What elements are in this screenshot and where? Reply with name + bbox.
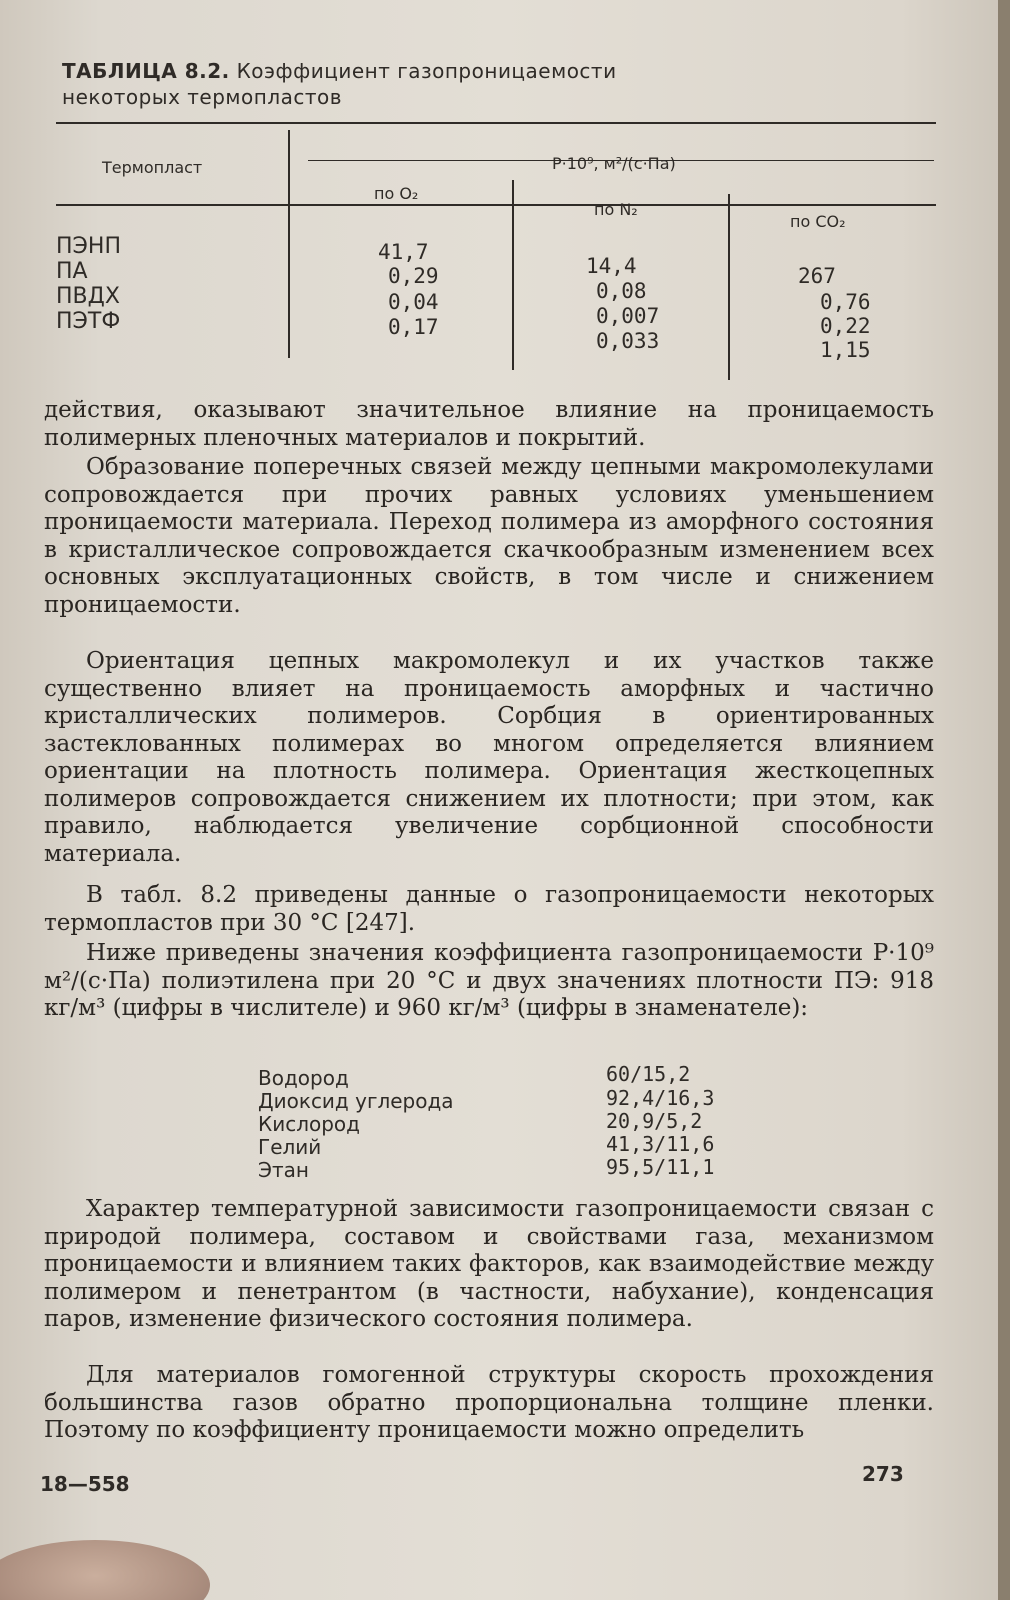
gas-value-oxygen: 20,9/5,2: [606, 1109, 703, 1133]
paragraph-2: Образование поперечных связей между цепными макромолекулами сопровождается при прочих равных условиях уменьшением проницаемости материала. Переход полимера из аморфного состояния в кристаллическое сопровождается скачкообразным изменением всех основных эксплуатационных свойств, в том числе и снижением проницаемости.: [44, 454, 934, 618]
gas-name-co2: Диоксид углерода: [258, 1089, 454, 1113]
cell-o2-pehp: 41,7: [378, 240, 429, 264]
header-o2: по O₂: [374, 184, 419, 203]
printer-signature: 18—558: [40, 1472, 130, 1496]
cell-n2-pa: 0,08: [596, 279, 647, 303]
page-number: 273: [862, 1462, 904, 1486]
row-name-pehp: ПЭНП: [56, 234, 121, 259]
gas-value-co2: 92,4/16,3: [606, 1086, 715, 1110]
table-caption-title: ТАБЛИЦА 8.2.: [62, 59, 230, 83]
table-col-divider-1: [288, 130, 290, 358]
page-edge: [998, 0, 1010, 1600]
row-name-petf: ПЭТФ: [56, 309, 121, 334]
gas-name-ethane: Этан: [258, 1158, 309, 1182]
finger-shadow: [0, 1540, 210, 1600]
cell-co2-pa: 0,76: [820, 290, 871, 314]
table-col-divider-2: [512, 180, 514, 370]
gas-name-oxygen: Кислород: [258, 1112, 360, 1136]
gas-value-ethane: 95,5/11,1: [606, 1155, 715, 1179]
paragraph-1: действия, оказывают значительное влияние на проницаемость полимерных пленочных материалов и покрытий.: [44, 397, 934, 451]
paragraph-3: Ориентация цепных макромолекул и их участков также существенно влияет на проницаемость аморфных и частично кристаллических полимеров. Сорбция в ориентированных застеклованных полимерах во многом определяется влиянием ориентации на плотность полимера. Ориентация жесткоцепных полимеров сопровождается снижением их плотности; при этом, как правило, наблюдается увеличение сорбционной способности материала.: [44, 648, 934, 867]
cell-n2-petf: 0,033: [596, 329, 660, 353]
table-caption-text: Коэффициент газопроницаемости некоторых термопластов: [62, 59, 617, 109]
gas-name-helium: Гелий: [258, 1135, 322, 1159]
cell-co2-petf: 1,15: [820, 338, 871, 362]
gas-value-helium: 41,3/11,6: [606, 1132, 715, 1156]
paragraph-6: Характер температурной зависимости газопроницаемости связан с природой полимера, составом и свойствами газа, механизмом проницаемости и влиянием таких факторов, как взаимодействие между полимером и пенетрантом (в частности, набухание), конденсация паров, изменение физического состояния полимера.: [44, 1196, 934, 1332]
cell-o2-petf: 0,17: [388, 315, 439, 339]
cell-o2-pa: 0,29: [388, 264, 439, 288]
cell-n2-pehp: 14,4: [586, 254, 637, 278]
header-co2: по CO₂: [790, 212, 846, 231]
header-permeability: P·10⁹, м²/(с·Па): [552, 154, 676, 173]
paragraph-7: Для материалов гомогенной структуры скорость прохождения большинства газов обратно пропорциональна толщине пленки. Поэтому по коэффициенту проницаемости можно определить: [44, 1362, 934, 1443]
gas-value-hydrogen: 60/15,2: [606, 1062, 691, 1086]
table-caption: [62, 58, 662, 110]
cell-co2-pehp: 267: [798, 264, 836, 288]
paragraph-4: В табл. 8.2 приведены данные о газопроницаемости некоторых термопластов при 30 °C [247].: [44, 882, 934, 936]
paragraph-5: Ниже приведены значения коэффициента газопроницаемости P·10⁹ м²/(с·Па) полиэтилена при 20 °C и двух значениях плотности ПЭ: 918 кг/м³ (цифры в числителе) и 960 кг/м³ (цифры в знаменателе):: [44, 940, 934, 1021]
row-name-pa: ПА: [56, 259, 88, 284]
table-top-rule: [56, 122, 936, 124]
table-col-divider-3: [728, 194, 730, 380]
header-material: Термопласт: [102, 158, 203, 177]
row-name-pvdh: ПВДХ: [56, 284, 120, 309]
gas-name-hydrogen: Водород: [258, 1066, 349, 1090]
table-header-bottom-rule: [56, 204, 936, 206]
header-n2: по N₂: [594, 200, 638, 219]
cell-co2-pvdh: 0,22: [820, 314, 871, 338]
cell-n2-pvdh: 0,007: [596, 304, 660, 328]
cell-o2-pvdh: 0,04: [388, 290, 439, 314]
